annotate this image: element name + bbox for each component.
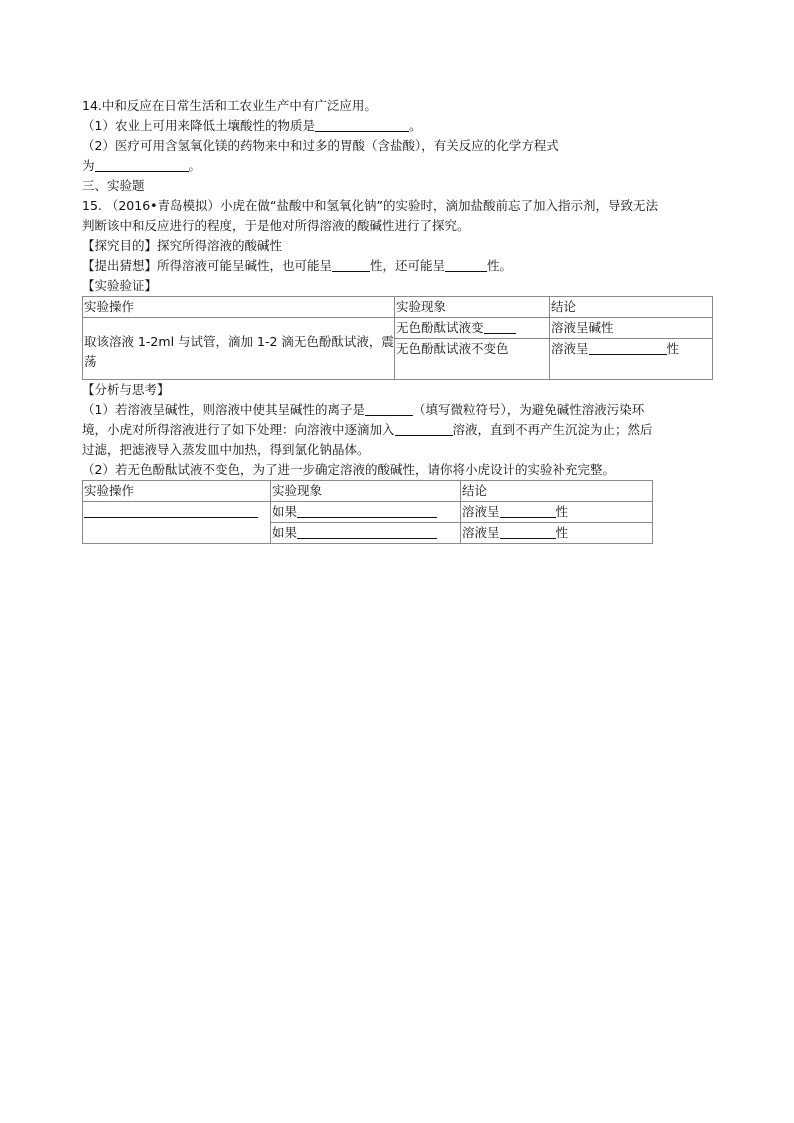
operation-blank[interactable] bbox=[84, 503, 258, 518]
design-table bbox=[82, 480, 653, 544]
q14-part1-blank[interactable] bbox=[315, 117, 409, 132]
row1-result-prefix: 溶液呈 bbox=[462, 504, 500, 519]
table2-row2-phenomenon bbox=[271, 523, 461, 544]
table2-row1-phenomenon bbox=[271, 502, 461, 523]
row2-conclusion-blank[interactable] bbox=[589, 340, 667, 355]
q14-part2-blank[interactable] bbox=[95, 157, 189, 172]
q14-part1-suffix: 。 bbox=[408, 118, 422, 133]
table1-row1-conclusion: 溶液呈碱性 bbox=[550, 318, 713, 339]
q15-hypothesis bbox=[82, 256, 712, 276]
analysis-1a-text-b: （填写微粒符号），为避免碱性溶液污染环 bbox=[412, 402, 645, 417]
table1-row2-phenomenon: 无色酚酞试液不变色 bbox=[395, 339, 550, 380]
table2-header-operation: 实验操作 bbox=[83, 481, 271, 502]
worksheet bbox=[82, 96, 712, 544]
hypothesis-text-a: 【提出猜想】所得溶液可能呈碱性，也可能呈 bbox=[82, 258, 333, 273]
q15-analysis-2: （2）若无色酚酞试液不变色，为了进一步确定溶液的酸碱性，请你将小虎设计的实验补充完整。 bbox=[82, 462, 615, 477]
hypothesis-blank-2[interactable] bbox=[445, 257, 487, 272]
row2-if-label: 如果 bbox=[272, 525, 298, 540]
row1-result-blank[interactable] bbox=[500, 503, 556, 518]
row1-phenomenon-text: 无色酚酞试液变 bbox=[396, 320, 484, 335]
table1-header-operation: 实验操作 bbox=[83, 297, 395, 318]
q14-part2-suffix: 。 bbox=[188, 158, 202, 173]
q15-intro-1: 15. （2016•青岛模拟）小虎在做“盐酸中和氢氧化钠”的实验时，滴加盐酸前忘了加入指示剂，导致无法 bbox=[82, 198, 658, 213]
row1-phenomenon-blank[interactable] bbox=[484, 319, 516, 334]
q15-analysis-1c: 过滤，把滤液导入蒸发皿中加热，得到氯化钠晶体。 bbox=[82, 442, 370, 457]
table2-row2-conclusion bbox=[461, 523, 653, 544]
table2-header-conclusion: 结论 bbox=[461, 481, 653, 502]
section-heading: 三、实验题 bbox=[82, 178, 145, 193]
hypothesis-text-c: 性。 bbox=[487, 258, 513, 273]
analysis-1a-text: （1）若溶液呈碱性，则溶液中使其呈碱性的离子是 bbox=[82, 402, 365, 417]
reagent-blank[interactable] bbox=[395, 421, 453, 436]
row2-result-suffix: 性 bbox=[555, 525, 569, 540]
table1-row1-phenomenon bbox=[395, 318, 550, 339]
q15-purpose: 【探究目的】探究所得溶液的酸碱性 bbox=[82, 238, 283, 253]
analysis-1b-text: 境，小虎对所得溶液进行了如下处理：向溶液中逐滴加入 bbox=[82, 422, 395, 437]
q14-part2-prefix: 为 bbox=[82, 158, 95, 173]
row2-result-prefix: 溶液呈 bbox=[462, 525, 500, 540]
row2-conclusion-prefix: 溶液呈 bbox=[551, 341, 589, 356]
table1-operation: 取该溶液 1-2ml 与试管，滴加 1-2 滴无色酚酞试液，震荡 bbox=[83, 318, 395, 380]
q15-intro-2: 判断该中和反应进行的程度，于是他对所得溶液的酸碱性进行了探究。 bbox=[82, 218, 470, 233]
q14-part2: （2）医疗可用含氢氧化镁的药物来中和过多的胃酸（含盐酸），有关反应的化学方程式 bbox=[82, 138, 559, 153]
row1-phenomenon-answer-blank[interactable] bbox=[297, 503, 437, 518]
table1-header-phenomenon: 实验现象 bbox=[395, 297, 550, 318]
q15-analysis-1a bbox=[82, 400, 712, 420]
row1-result-suffix: 性 bbox=[555, 504, 569, 519]
row2-conclusion-suffix: 性 bbox=[666, 341, 680, 356]
hypothesis-text-b: 性，还可能呈 bbox=[370, 258, 446, 273]
ion-blank[interactable] bbox=[365, 401, 413, 416]
table1-row2-conclusion bbox=[550, 339, 713, 380]
row2-phenomenon-answer-blank[interactable] bbox=[297, 524, 437, 539]
table1-header-conclusion: 结论 bbox=[550, 297, 713, 318]
analysis-1b-text-b: 溶液，直到不再产生沉淀为止；然后 bbox=[452, 422, 653, 437]
table2-row1-conclusion bbox=[461, 502, 653, 523]
q14-part1 bbox=[82, 116, 712, 136]
q15-analysis-heading: 【分析与思考】 bbox=[82, 382, 170, 397]
q15-analysis-1b bbox=[82, 420, 712, 440]
q15-verify-heading: 【实验验证】 bbox=[82, 278, 158, 293]
q14-part1-text: （1）农业上可用来降低土壤酸性的物质是 bbox=[82, 118, 315, 133]
verification-table bbox=[82, 296, 713, 380]
hypothesis-blank-1[interactable] bbox=[332, 257, 370, 272]
q14-part2-answer bbox=[82, 156, 712, 176]
row1-if-label: 如果 bbox=[272, 504, 298, 519]
table2-header-phenomenon: 实验现象 bbox=[271, 481, 461, 502]
row2-result-blank[interactable] bbox=[500, 524, 556, 539]
table2-operation-cell bbox=[83, 502, 271, 544]
q14-title: 14.中和反应在日常生活和工农业生产中有广泛应用。 bbox=[82, 98, 377, 113]
